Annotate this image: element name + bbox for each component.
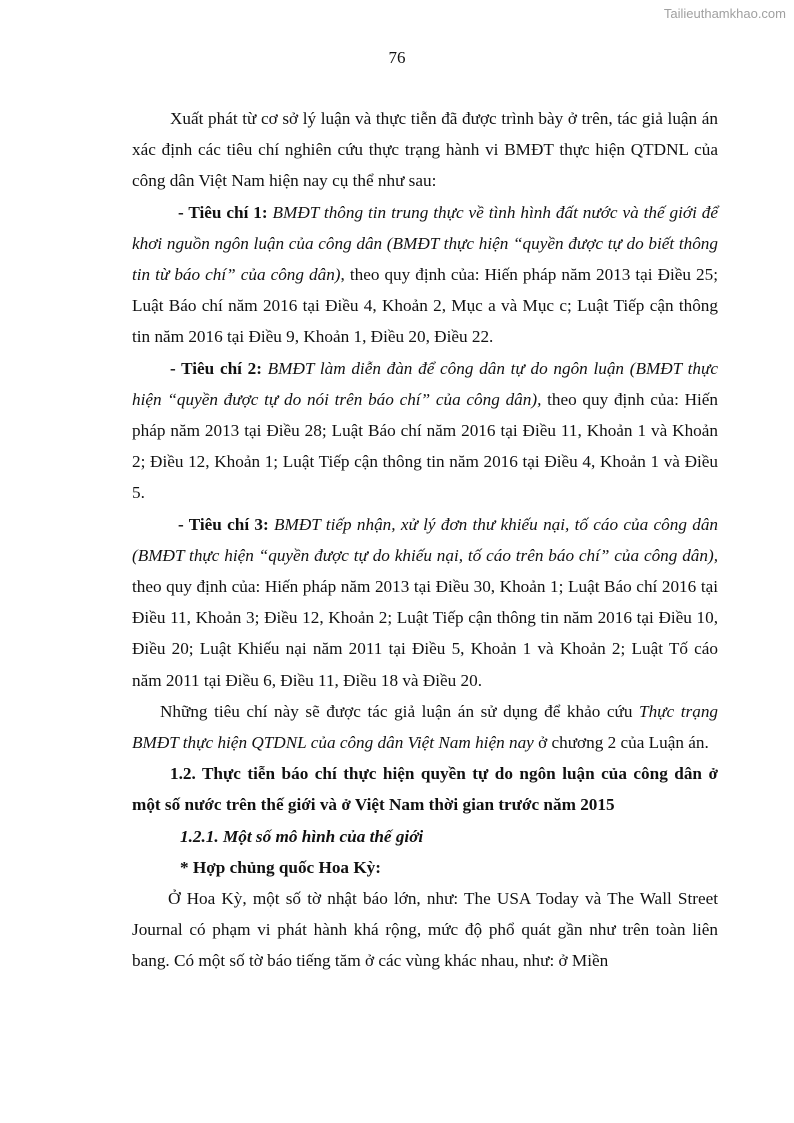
criterion-3-text: theo quy định của: Hiến pháp năm 2013 tại Điều 30, Khoản 1; Luật Báo chí 2016 tại Điều 11, Khoản 3; Điều 12, Khoản 2; Luật Tiếp cận thông tin năm 2016 tại Điều 10, Điều 20; Luật Khiếu nại năm 2011 tại Điều 5, Khoản 1 và Khoản 2; Luật Tố cáo năm 2011 tại Điều 6, Điều 11, Điều 18 và Điều 20. bbox=[132, 577, 718, 690]
criterion-3 bbox=[132, 509, 718, 696]
summary-after: ở chương 2 của Luận án. bbox=[533, 733, 709, 753]
criterion-3-italic: BMĐT tiếp nhận, xử lý đơn thư khiếu nại, tố cáo của công dân (BMĐT thực hiện “quyền được tự do khiếu nại, tố cáo trên báo chí” của công dân), bbox=[132, 514, 719, 565]
criterion-2 bbox=[132, 353, 718, 509]
summary-paragraph bbox=[132, 696, 718, 758]
criterion-2-label: - Tiêu chí 2: bbox=[170, 358, 262, 378]
country-heading: * Hợp chủng quốc Hoa Kỳ: bbox=[180, 857, 382, 877]
criterion-1-label: - Tiêu chí 1: bbox=[178, 202, 268, 222]
criterion-2-text: theo quy định của: Hiến pháp năm 2013 tại Điều 28; Luật Báo chí năm 2016 tại Điều 11, Khoản 1 và Khoản 2; Điều 12, Khoản 1; Luật Tiếp cận thông tin năm 2016 tại Điều 4, Khoản 1 và Điều 5. bbox=[132, 389, 719, 503]
criterion-2-italic: BMĐT làm diễn đàn để công dân tự do ngôn luận (BMĐT thực hiện “quyền được tự do nói trên báo chí” của công dân), bbox=[132, 358, 719, 409]
watermark: Tailieuthamkhao.com bbox=[663, 6, 786, 21]
section-heading: 1.2. Thực tiễn báo chí thực hiện quyền tự do ngôn luận của công dân ở một số nước trên thế giới và ở Việt Nam thời gian trước năm 2015 bbox=[132, 764, 718, 815]
page-number: 76 bbox=[388, 48, 406, 67]
body-paragraph: Ở Hoa Kỳ, một số tờ nhật báo lớn, như: The USA Today và The Wall Street Journal có phạm vi phát hành khá rộng, mức độ phổ quát gần như trên toàn liên bang. Có một số tờ báo tiếng tăm ở các vùng khác nhau, như: ở Miền bbox=[132, 889, 718, 971]
subsection-heading: 1.2.1. Một số mô hình của thế giới bbox=[180, 826, 424, 846]
summary-before: Những tiêu chí này sẽ được tác giả luận án sử dụng để khảo cứu bbox=[160, 701, 640, 721]
document-body bbox=[132, 103, 718, 977]
criterion-1 bbox=[132, 197, 718, 353]
intro-paragraph: Xuất phát từ cơ sở lý luận và thực tiễn đã được trình bày ở trên, tác giả luận án xác định các tiêu chí nghiên cứu thực trạng hành vi BMĐT thực hiện QTDNL của công dân Việt Nam hiện nay cụ thể như sau: bbox=[132, 109, 718, 191]
criterion-1-italic: BMĐT thông tin trung thực về tình hình đất nước và thế giới để khơi nguồn ngôn luận của công dân (BMĐT thực hiện “quyền được tự do biết thông tin từ báo chí” của công dân) bbox=[132, 202, 719, 285]
criterion-3-label: - Tiêu chí 3: bbox=[178, 514, 269, 534]
summary-italic: Thực trạng BMĐT thực hiện QTDNL của công dân Việt Nam hiện nay bbox=[132, 701, 719, 753]
criterion-1-text: , theo quy định của: Hiến pháp năm 2013 tại Điều 25; Luật Báo chí năm 2016 tại Điều 4, Khoản 2, Mục a và Mục c; Luật Tiếp cận thông tin năm 2016 tại Điều 9, Khoản 1, Điều 20, Điều 22. bbox=[132, 265, 718, 347]
